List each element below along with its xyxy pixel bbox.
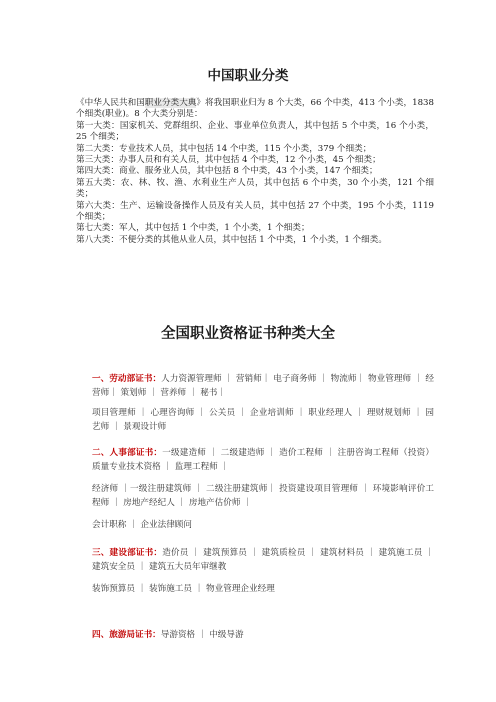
intro-paragraph: [76, 98, 434, 121]
section-text: 装饰预算员 ｜ 装饰施工员 ｜ 物业管理企业经理: [92, 584, 275, 594]
section-tourism: [76, 628, 434, 642]
category-line: 第二大类：专业技术人员，其中包括 14 个中类，115 个小类，379 个细类；: [76, 143, 372, 154]
section-text: 造价员 ｜ 建筑预算员 ｜ 建筑质检员 ｜ 建筑材料员 ｜ 建筑施工员 ｜ 建筑安全员 ｜ 建筑五大员年审继教: [92, 548, 434, 572]
section-text: 项目管理师 ｜ 心理咨询师 ｜ 公关员 ｜ 企业培训师 ｜ 职业经理人 ｜ 理财规划师 ｜ 园艺师 ｜ 景观设计师: [92, 408, 434, 432]
section-personnel: [76, 446, 434, 532]
section-paragraph: [76, 446, 434, 474]
page-title: 中国职业分类: [207, 68, 289, 84]
intro-block: [76, 98, 434, 246]
intro-post: 》将我国职业归为 8 个大类，66 个中类，413 个小类，1838 个细类(职业)。8 个大类分别是：: [76, 98, 434, 120]
section-construction: [76, 546, 434, 596]
section-paragraph: [76, 546, 434, 574]
section-paragraph: [76, 628, 434, 642]
category-line: 第五大类：农、林、牧、渔、水利业生产人员，其中包括 6 个中类，30 个小类，121 个细类；: [76, 177, 434, 200]
section-text: 经济师 ｜一级注册建筑师 ｜ 二级注册建筑师｜ 投资建设项目管理师 ｜ 环境影响评价工程师 ｜ 房地产经纪人 ｜ 房地产估价师 ｜: [92, 484, 434, 508]
section-heading: 一、劳动部证书：: [92, 374, 162, 384]
intro-highlight: 职业分类大典: [144, 98, 197, 108]
section-heading: 二、人事部证书：: [92, 448, 163, 458]
section-title: 全国职业资格证书种类大全: [161, 325, 335, 342]
section-text: 导游资格 ｜ 中级导游: [160, 630, 244, 640]
category-line: 第一大类：国家机关、党群组织、企业、事业单位负责人，其中包括 5 个中类，16 个小类，25 个细类；: [76, 120, 434, 143]
category-line: 第七大类：军人，其中包括 1 个中类，1 个小类，1 个细类；: [76, 223, 310, 234]
section-heading: 三、建设部证书：: [92, 548, 163, 558]
section-heading: 四、旅游局证书：: [92, 630, 161, 640]
section-text: 会计职称 ｜ 企业法律顾问: [92, 520, 192, 530]
category-line: 第六大类：生产、运输设备操作人员及有关人员，其中包括 27 个中类，195 个小类，1119 个细类；: [76, 200, 434, 223]
intro-pre: 《中华人民共和国: [76, 98, 145, 108]
category-line: 第八大类：不便分类的其他从业人员，其中包括 1 个中类，1 个小类，1 个细类。: [76, 234, 387, 245]
section-paragraph: [76, 372, 434, 400]
category-line: 第三大类：办事人员和有关人员，其中包括 4 个中类，12 个小类，45 个细类；: [76, 155, 381, 166]
section-text: 人力资源管理师 ｜ 营销师｜ 电子商务师 ｜ 物流师｜ 物业管理师 ｜ 经营师｜ 策划师 ｜ 营养师 ｜ 秘书｜: [92, 374, 434, 398]
section-labor: [76, 372, 434, 434]
category-line: 第四大类：商业、服务业人员，其中包括 8 个中类，43 个小类，147 个细类；: [76, 166, 378, 177]
section-text: 一级建造师 ｜ 二级建造师 ｜ 造价工程师 ｜ 注册咨询工程师（投资） 质量专业技术资格 ｜ 监理工程师 ｜: [92, 448, 434, 472]
